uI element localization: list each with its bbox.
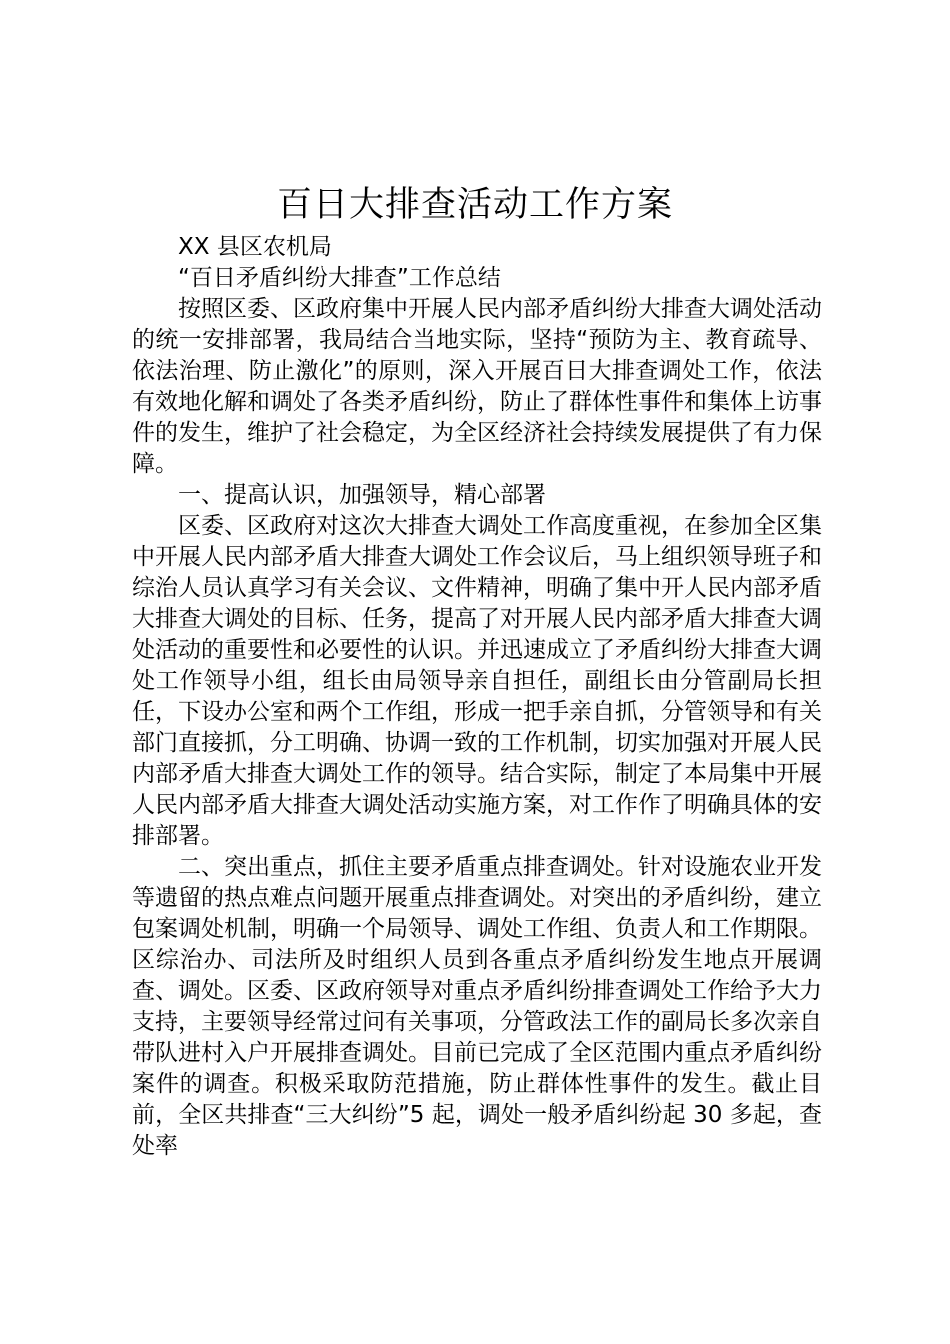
document-title: 百日大排查活动工作方案 — [276, 185, 673, 225]
section-paragraph-1: 区委、区政府对这次大排查大调处工作高度重视，在参加全区集中开展人民内部矛盾大排查大调处工作会议后，马上组织领导班子和综治人员认真学习有关会议、文件精神，明确了集中开人民内部矛盾大排查大调处的目标、任务，提高了对开展人民内部矛盾大排查大调处活动的重要性和必要性的认识。并迅速成立了矛盾纠纷大排查大调处工作领导小组，组长由局领导亲自担任，副组长由分管副局长担任，下设办公室和两个工作组，形成一把手亲自抓，分管领导和有关部门直接抓，分工明确、协调一致的工作机制，切实加强对开展人民内部矛盾大排查大调处工作的领导。结合实际，制定了本局集中开展人民内部矛盾大排查大调处活动实施方案，对工作作了明确具体的安排部署。 — [132, 513, 822, 849]
document-body — [132, 232, 822, 1162]
intro-paragraph: 按照区委、区政府集中开展人民内部矛盾纠纷大排查大调处活动的统一安排部署，我局结合当地实际，坚持“预防为主、教育疏导、依法治理、防止激化”的原则，深入开展百日大排查调处工作，依法有效地化解和调处了各类矛盾纠纷，防止了群体性事件和集体上访事件的发生，维护了社会稳定，为全区经济社会持续发展提供了有力保障。 — [132, 296, 822, 477]
subtitle-line: “百日矛盾纠纷大排查”工作总结 — [178, 265, 501, 291]
section-heading-1: 一、提高认识，加强领导，精心部署 — [178, 482, 546, 508]
author-line: XX 县区农机局 — [178, 234, 332, 260]
section-paragraph-2: 二、突出重点，抓住主要矛盾重点排查调处。针对设施农业开发等遗留的热点难点问题开展重点排查调处。对突出的矛盾纠纷，建立包案调处机制，明确一个局领导、调处工作组、负责人和工作期限。区综治办、司法所及时组织人员到各重点矛盾纠纷发生地点开展调查、调处。区委、区政府领导对重点矛盾纠纷排查调处工作给予大力支持，主要领导经常过问有关事项，分管政法工作的副局长多次亲自带队进村入户开展排查调处。目前已完成了全区范围内重点矛盾纠纷案件的调查。积极采取防范措施，防止群体性事件的发生。截止目前，全区共排查“三大纠纷”5 起，调处一般矛盾纠纷起 30 多起，查处率 — [132, 854, 822, 1159]
